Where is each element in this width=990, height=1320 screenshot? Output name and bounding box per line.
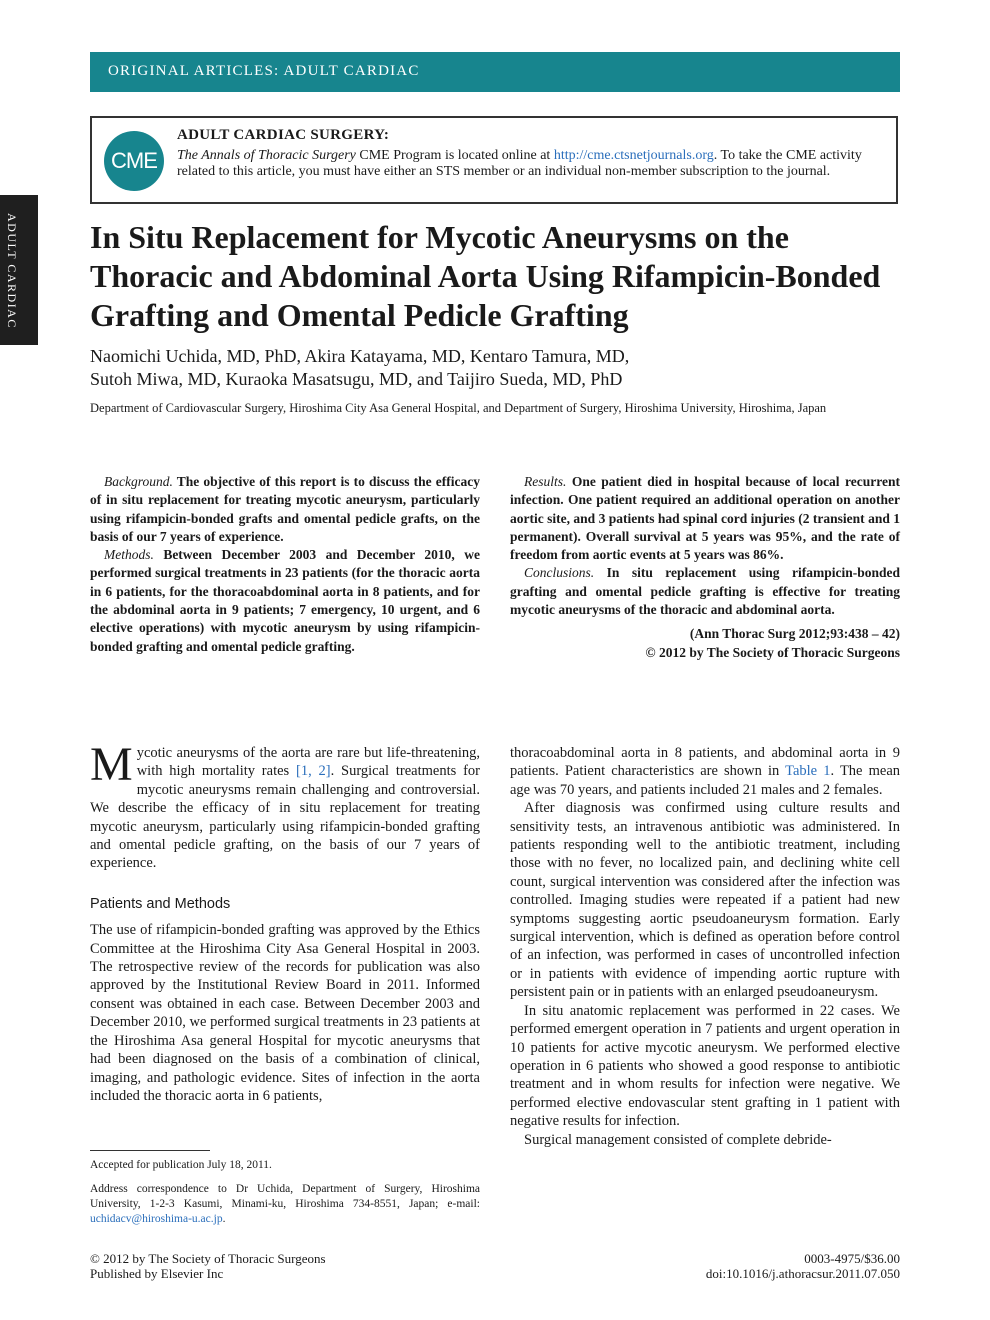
cme-heading: ADULT CARDIAC SURGERY: — [177, 127, 390, 143]
footnote-address-end: . — [222, 1213, 226, 1225]
abstract-right-column — [510, 473, 900, 662]
intro-paragraph — [90, 738, 480, 873]
abstract-citation: (Ann Thorac Surg 2012;93:438 – 42) — [689, 626, 900, 642]
footer-right — [560, 1251, 900, 1281]
abstract-background — [90, 473, 480, 546]
authors-line-1: Naomichi Uchida, MD, PhD, Akira Katayama, MD, Kentaro Tamura, MD, — [90, 346, 630, 366]
section-banner — [90, 52, 900, 92]
footer-issn: 0003-4975/$36.00 — [804, 1251, 900, 1266]
methods-label: Methods. — [104, 547, 154, 563]
abstract-results — [510, 473, 900, 564]
intro-text-b: . Surgical treatments for mycotic aneurysms remain challenging and controversial. We describe the efficacy of in situ replacement for treating mycotic aneurysm, particularly using rifampicin-bonded grafting and omental pedicle grafting, on the basis of our 7 years of experience. — [90, 763, 480, 872]
table-1-link[interactable]: Table 1 — [785, 763, 831, 780]
right-paragraph-3: In situ anatomic replacement was performed in 22 cases. We performed emergent operation in 7 patients and urgent operation in 10 patients for active mycotic aneurysm. We performed elective operation in 6 patients who showed a good response to antibiotic treatment and in whom results for infection were negative. We performed elective endovascular stent grafting in 1 patient with negative results for infection. — [510, 1002, 900, 1130]
footer-left — [90, 1251, 326, 1281]
cme-logo-icon — [104, 131, 164, 191]
abstract-methods — [90, 546, 480, 656]
cme-text-part1: CME Program is located online at — [355, 148, 554, 163]
side-tab-label: ADULT CARDIAC — [5, 213, 19, 329]
cme-text — [177, 148, 877, 180]
conclusions-text: In situ replacement using rifampicin-bonded grafting and omental pedicle grafting is effective for treating mycotic aneurysms of the thoracic and abdominal aorta. — [510, 565, 900, 618]
footnote-rule — [90, 1150, 210, 1151]
right-p1-text-a: thoracoabdominal aorta in 8 patients, and abdominal aorta in 9 patients. Patient characteristics are shown in — [510, 745, 900, 780]
footer-copyright: © 2012 by The Society of Thoracic Surgeons — [90, 1251, 326, 1266]
patients-methods-paragraph: The use of rifampicin-bonded grafting was approved by the Ethics Committee at the Hiroshima City Asa General Hospital in 2003. The retrospective review of the records for publication was also approved by the Institutional Review Board in 2011. Informed consent was obtained in each case. Between December 2003 and December 2010, we performed surgical treatments in 23 patients at the Hiroshima Asa general Hospital for mycotic aneurysms that had been diagnosed on the basis of a combination of clinical, imaging, and pathologic evidence. Sites of infection in the aorta included the thoracic aorta in 6 patients, — [90, 922, 480, 1104]
authors-line-2: Sutoh Miwa, MD, Kuraoka Masatsugu, MD, and Taijiro Sueda, MD, PhD — [90, 369, 623, 389]
right-paragraph-2: After diagnosis was confirmed using culture results and sensitivity tests, an intravenous antibiotic was administered. In patients responding well to the antibiotic treatment, including those with no fever, no localized pain, and declining white cell count, surgical intervention was considered after the infection was controlled. Imaging studies were repeated if a patient had new symptoms suggesting aortic pseudoaneurysm formation. Early surgical intervention, which is defined as operation before control of an infection, was performed in cases of uncontrolled infection or in patients with evidence of impending aortic rupture with persistent pain or in patients with an enlarged pseudoaneurysm. — [510, 800, 900, 1001]
right-paragraph-4: Surgical management consisted of complete debride- — [524, 1131, 832, 1148]
footer-publisher: Published by Elsevier Inc — [90, 1266, 224, 1281]
background-text: The objective of this report is to discuss the efficacy of in situ replacement for treating mycotic aneurysm, particularly using rifampicin-bonded grafts and omental pedicle grafts, on the basis of our 7 years of experience. — [90, 474, 480, 544]
conclusions-label: Conclusions. — [524, 565, 595, 581]
results-text: One patient died in hospital because of local recurrent infection. One patient required an additional operation on another aortic site, and 3 patients had spinal cord injuries (2 transient and 1 permanent). Overall survival at 5 years was 95%, and the rate of freedom from aortic events at 5 years was 86%. — [510, 474, 900, 563]
footnote-address — [90, 1182, 480, 1227]
cme-url-link[interactable]: http://cme.ctsnetjournals.org — [553, 148, 714, 163]
right-paragraph-1 — [510, 744, 900, 799]
cme-journal: The Annals of Thoracic Surgery — [177, 148, 356, 163]
abstract-copyright: © 2012 by The Society of Thoracic Surgeons — [645, 644, 900, 660]
intro-text-a: ycotic aneurysms of the aorta are rare but life-threatening, with high mortality rates — [136, 745, 480, 780]
results-label: Results. — [524, 474, 567, 489]
footnote-accepted: Accepted for publication July 18, 2011. — [90, 1159, 272, 1171]
abstract-left-column — [90, 473, 480, 656]
side-tab — [0, 195, 38, 345]
body-left-column — [90, 738, 480, 1105]
section-heading-patients-methods: Patients and Methods — [90, 895, 231, 912]
cme-logo-text: CME — [111, 148, 157, 173]
background-label: Background. — [104, 474, 173, 489]
affiliation: Department of Cardiovascular Surgery, Hiroshima City Asa General Hospital, and Department of Surgery, Hiroshima University, Hiroshima, Japan — [90, 401, 827, 415]
footnote-address-text: Address correspondence to Dr Uchida, Department of Surgery, Hiroshima University, 1-2-3 Kasumi, Minami-ku, Hiroshima 734-8551, Japan; e-mail: — [90, 1183, 480, 1210]
right-p1-text-b: . The mean age was 70 years, and patients included 21 males and 2 females. — [510, 763, 900, 798]
methods-text: Between December 2003 and December 2010, we performed surgical treatments in 23 patients (for the thoracic aorta in 6 patients, for the thoracoabdominal aorta in 8 patients, and for the abdominal aorta in 9 patients; 7 emergency, 10 urgent, and 6 elective operations) with mycotic aneurysm by using rifampicin-bonded grafting and omental pedicle grafting. — [90, 547, 480, 654]
body-right-column — [510, 744, 900, 1149]
authors — [90, 345, 890, 391]
ref-link-1-2[interactable]: [1, 2] — [295, 763, 331, 780]
email-link[interactable]: uchidacv@hiroshima-u.ac.jp — [90, 1213, 223, 1225]
cme-text-part2: . To take the CME activity related to this article, you must have either an STS member or an individual non-member subscription to the journal. — [177, 148, 862, 179]
section-banner-text: ORIGINAL ARTICLES: ADULT CARDIAC — [108, 63, 420, 79]
abstract-conclusions — [510, 564, 900, 619]
article-title: In Situ Replacement for Mycotic Aneurysms on the Thoracic and Abdominal Aorta Using Rifampicin-Bonded Grafting and Omental Pedicle Grafting — [90, 219, 881, 333]
dropcap: M — [90, 738, 133, 791]
footer-doi: doi:10.1016/j.athoracsur.2011.07.050 — [705, 1266, 900, 1281]
